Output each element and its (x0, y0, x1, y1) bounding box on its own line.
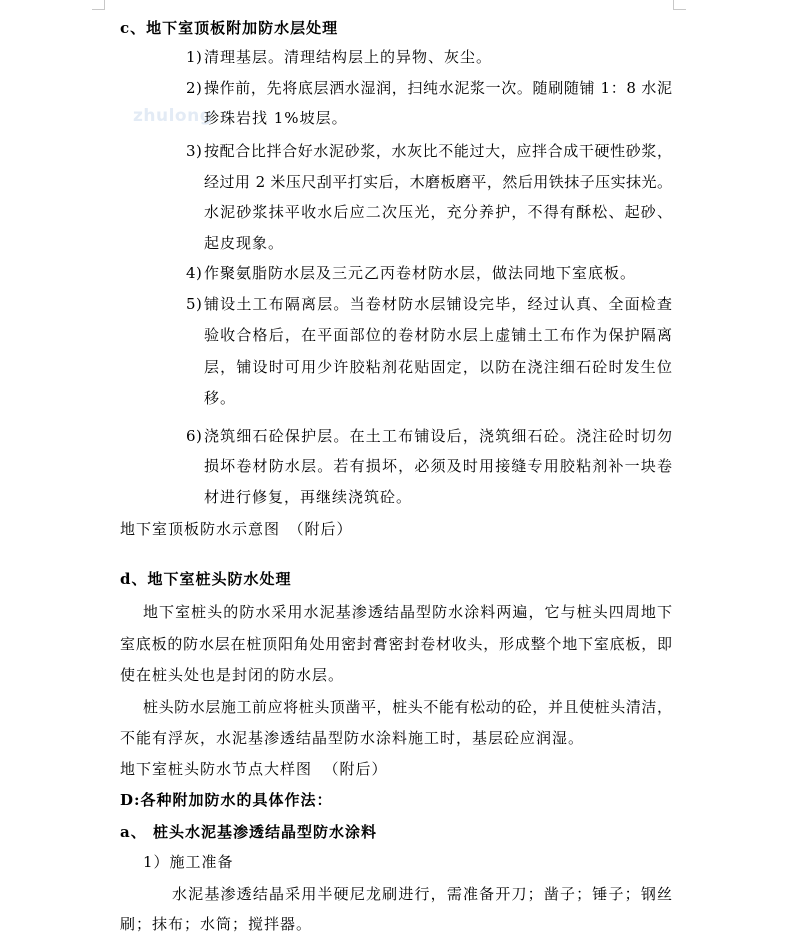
section-D-sub-heading: a、 桩头水泥基渗透结晶型防水涂料 (120, 823, 377, 841)
item-6-line-2: 损坏卷材防水层。若有损坏，必须及时用接缝专用胶粘剂补一块卷 (204, 457, 672, 475)
item-5-line-2: 验收合格后，在平面部位的卷材防水层上虚铺土工布作为保护隔离 (204, 326, 672, 344)
section-D-step-title: 1）施工准备 (143, 853, 234, 871)
item-5-line-3: 层，铺设时可用少许胶粘剂花贴固定，以防在浇注细石砼时发生位 (204, 358, 672, 376)
item-3-line-1: 按配合比拌合好水泥砂浆，水灰比不能过大，应拌合成干硬性砂浆， (204, 142, 672, 160)
item-2-line-2: 珍珠岩找 1%坡层。 (204, 109, 348, 127)
watermark: zhulong (133, 106, 213, 126)
item-5-number: 5) (186, 295, 203, 313)
page-corner-mark-left (92, 0, 105, 10)
section-c-heading: c、地下室顶板附加防水层处理 (120, 19, 339, 37)
item-6-line-1: 浇筑细石砼保护层。在土工布铺设后，浇筑细石砼。浇注砼时切勿 (204, 427, 672, 445)
section-c-caption: 地下室顶板防水示意图 （附后） (120, 520, 353, 538)
section-d-paragraph-2-line-2: 不能有浮灰，水泥基渗透结晶型防水涂料施工时，基层砼应润湿。 (120, 729, 585, 747)
section-d-paragraph-1-line-2: 室底板的防水层在桩顶阳角处用密封膏密封卷材收头，形成整个地下室底板，即 (120, 635, 672, 653)
item-4-line-1: 作聚氨脂防水层及三元乙丙卷材防水层，做法同地下室底板。 (204, 264, 637, 282)
item-6-line-3: 材进行修复，再继续浇筑砼。 (204, 488, 413, 506)
section-D-paragraph-line-1: 水泥基渗透结晶采用半硬尼龙刷进行，需准备开刀；凿子；锤子；钢丝 (172, 885, 672, 903)
section-D-heading: D:各种附加防水的具体作法： (120, 791, 333, 809)
item-3-line-4: 起皮现象。 (204, 234, 285, 252)
item-3-line-3: 水泥砂浆抹平收水后应二次压光，充分养护，不得有酥松、起砂、 (204, 203, 672, 221)
item-1-line-1: 清理基层。清理结构层上的异物、灰尘。 (204, 48, 493, 66)
section-d-caption: 地下室桩头防水节点大样图 （附后） (120, 760, 388, 778)
section-d-heading: d、地下室桩头防水处理 (120, 570, 292, 588)
section-d-paragraph-2-line-1: 桩头防水层施工前应将桩头顶凿平，桩头不能有松动的砼，并且使桩头清洁， (143, 698, 672, 716)
item-2-number: 2) (186, 79, 203, 97)
item-1-number: 1) (186, 48, 203, 66)
page-corner-mark-right (673, 0, 686, 10)
item-3-line-2: 经过用 2 米压尺刮平打实后，木磨板磨平，然后用铁抹子压实抹光。 (204, 173, 672, 191)
item-5-line-1: 铺设土工布隔离层。当卷材防水层铺设完毕，经过认真、全面检查 (204, 295, 672, 313)
section-d-paragraph-1-line-1: 地下室桩头的防水采用水泥基渗透结晶型防水涂料两遍，它与桩头四周地下 (143, 603, 672, 621)
item-3-number: 3) (186, 142, 203, 160)
section-D-paragraph-line-2: 刷；抹布；水筒；搅拌器。 (120, 915, 313, 933)
section-d-paragraph-1-line-3: 使在桩头处也是封闭的防水层。 (120, 666, 345, 684)
item-2-line-1: 操作前，先将底层洒水湿润，扫纯水泥浆一次。随刷随铺 1：8 水泥 (204, 79, 672, 97)
item-4-number: 4) (186, 264, 203, 282)
item-5-line-4: 移。 (204, 389, 237, 407)
item-6-number: 6) (186, 427, 203, 445)
